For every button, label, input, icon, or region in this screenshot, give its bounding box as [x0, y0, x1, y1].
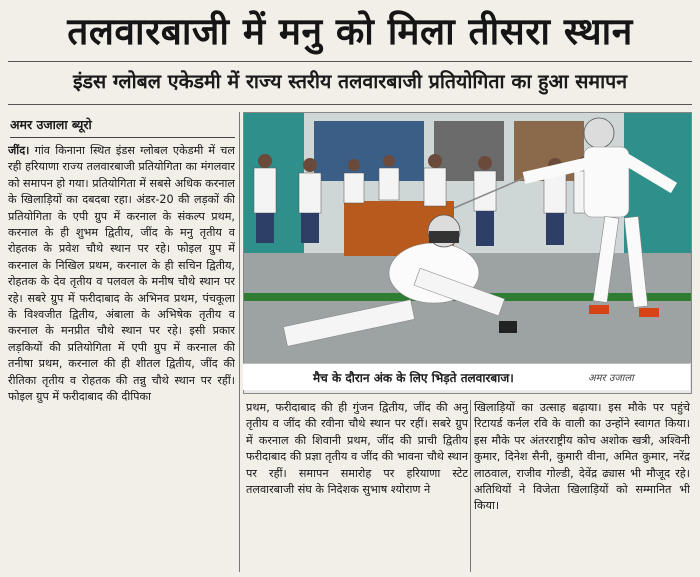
- article-left-column: [8, 143, 235, 571]
- column-divider: [470, 400, 471, 572]
- divider: [10, 137, 235, 138]
- photo-caption: मैच के दौरान अंक के लिए भिड़ते तलवारबाज।: [313, 371, 514, 385]
- article-text: गांव किनाना स्थित इंडस ग्लोबल एकेडमी में चल रही हरियाणा राज्य तलवारबाजी प्रतियोगिता का मंगलवार को समापन हो गया। प्रतियोगिता में सबसे अधिक करनाल के खिलाड़ियों का दबदबा रहा। अंडर-20 की लड़कों की प्रतियोगिता के एपी ग्रुप में करनाल के संकल्प प्रथम, करनाल के ही शुभम द्वितीय, जींद के मनु तृतीय व रोहतक के प्रवेश चौथे स्थान पर रहे। फोइल ग्रुप में करनाल के निखिल प्रथम, करनाल के ही सचिन द्वितीय, रोहतक के देव तृतीय व पलवल के मनीष चौथे स्थान पर रहे। सबरे ग्रुप में फरीदाबाद के अभिनव प्रथम, पंचकूला के विश्वजीत द्वितीय, अंबाला के अभिषेक तृतीय व करनाल के मनप्रीत चौथे स्थान पर रहे। इसी प्रकार लड़कियों की प्रतियोगिता में एपी ग्रुप में करनाल की तनीषा प्रथम, करनाल की ही शीतल द्वितीय, जींद की रीतिका तृतीय व रोहतक की तन्नु चौथे स्थान पर रहीं। फोइल ग्रुप में फरीदाबाद की दीपिका: [8, 144, 235, 404]
- subheadline: इंडस ग्लोबल एकेडमी में राज्य स्तरीय तलवारबाजी प्रतियोगिता का हुआ समापन: [72, 70, 628, 93]
- column-divider: [239, 112, 240, 572]
- article-column-3: खिलाड़ियों का उत्साह बढ़ाया। इस मौके पर पहुंचे रिटायर्ड कर्नल रवि के वाली का उन्होंने स्वागत किया। इस मौके पर अंतरराष्ट्रीय कोच अशोक खत्री, अश्विनी कुमार, दिनेश सैनी, कुमारी वीना, अमित कुमार, नरेंद्र लाठवाल, राजीव गोल्डी, देवेंद्र ढ्यास भी मौजूद रहे। अतिथियों ने विजेता खिलाड़ियों को सम्मानित भी किया।: [474, 401, 690, 513]
- dateline: जींद।: [8, 144, 30, 157]
- photo-credit: अमर उजाला: [588, 373, 634, 384]
- headline: तलवारबाजी में मनु को मिला तीसरा स्थान: [67, 10, 633, 53]
- divider: [8, 104, 692, 105]
- article-column-2: प्रथम, फरीदाबाद की ही गुंजन द्वितीय, जींद की अनु तृतीय व जींद की रवीना चौथे स्थान पर रहीं। सबरे ग्रुप में करनाल की शिवानी प्रथम, जींद की प्राची द्वितीय फरीदाबाद की प्रज्ञा तृतीय व जींद की भावना चौथे स्थान पर रहीं। समापन समारोह पर हरियाणा स्टेट तलवारबाजी संघ के निदेशक सुभाष श्योराण ने: [246, 401, 468, 497]
- photo-illustration: [244, 113, 691, 363]
- byline: अमर उजाला ब्यूरो: [10, 117, 92, 132]
- photo-caption-bar: [243, 363, 690, 390]
- divider: [8, 61, 692, 62]
- fencing-photo: [243, 112, 692, 394]
